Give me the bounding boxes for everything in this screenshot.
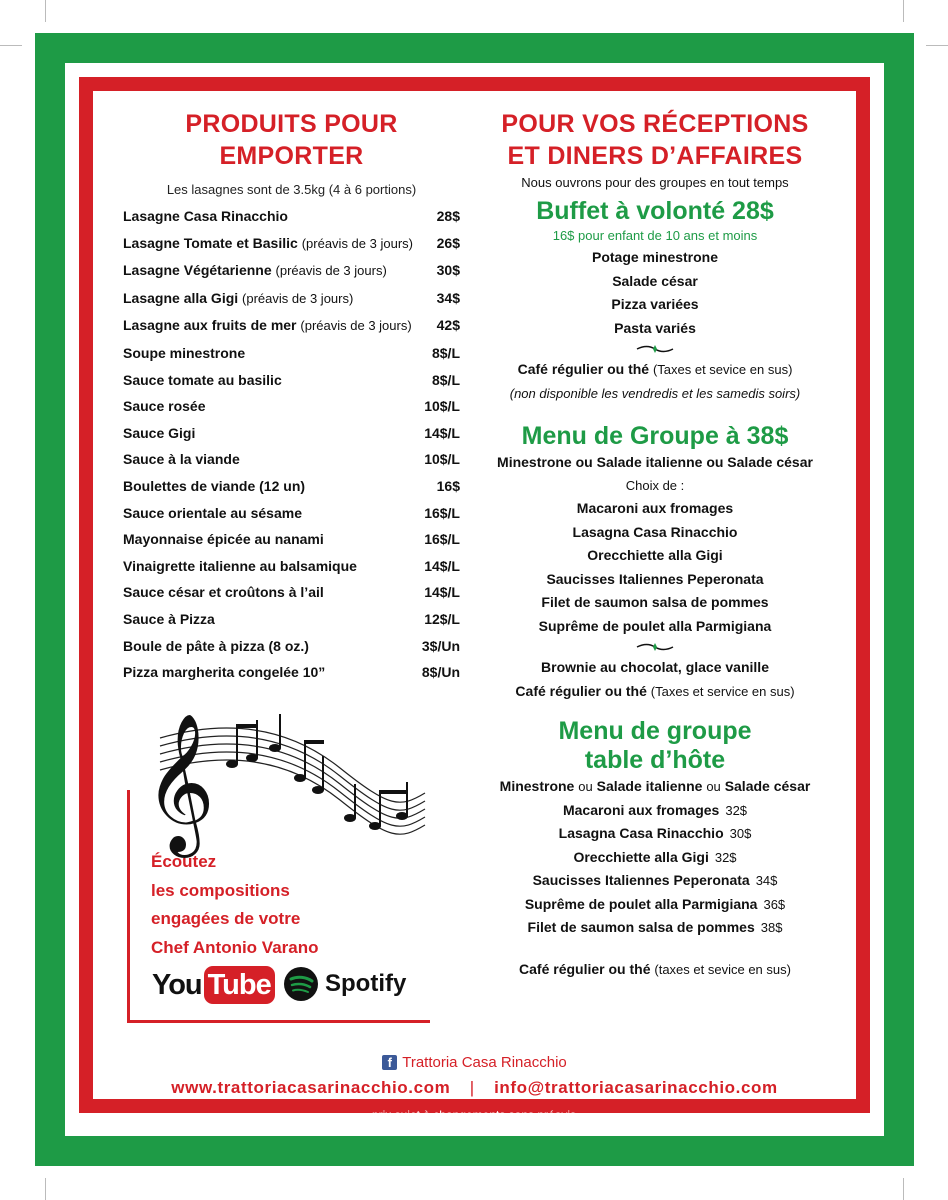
item-name: Lasagne aux fruits de mer (préavis de 3 jours) <box>123 317 412 334</box>
item-price: 16$/L <box>424 531 460 548</box>
item-name: Sauce Gigi <box>123 424 196 441</box>
item-price: 8$/Un <box>421 664 460 681</box>
crop-mark <box>0 45 22 46</box>
group-menu-item: Lasagna Casa Rinacchio <box>572 523 738 540</box>
takeout-item <box>123 257 460 285</box>
item-name: Lasagne alla Gigi (préavis de 3 jours) <box>123 289 354 306</box>
item-price: 12$/L <box>424 610 460 627</box>
receptions-title: POUR VOS RÉCEPTIONS ET DINERS D’AFFAIRES <box>501 110 809 170</box>
table-hote-item: Orecchiette alla Gigi 32$ <box>573 848 737 865</box>
item-price: 8$/L <box>431 371 460 388</box>
takeout-item <box>123 393 460 420</box>
ornament-divider <box>480 638 830 656</box>
takeout-item <box>123 420 460 447</box>
item-name: Sauce à la viande <box>123 451 240 468</box>
takeout-item <box>123 606 460 633</box>
table-hote-starter: Minestrone ou Salade italienne ou Salade césar <box>499 778 811 794</box>
item-price: 8$/L <box>431 344 460 361</box>
item-name: Lasagne Casa Rinacchio <box>123 208 288 224</box>
item-price: 30$ <box>436 262 460 279</box>
item-price: 28$ <box>436 208 460 224</box>
buffet-title: Buffet à volonté 28$ <box>536 197 774 225</box>
item-name: Lasagne Végétarienne (préavis de 3 jours) <box>123 262 387 279</box>
crop-mark <box>45 1178 46 1200</box>
takeout-item <box>123 473 460 500</box>
item-name: Boule de pâte à pizza (8 oz.) <box>123 637 309 654</box>
contact-line <box>93 1078 856 1098</box>
group-menu-item: Macaroni aux fromages <box>576 500 734 516</box>
price-disclaimer: prix sujet à changements sans préavis <box>371 1108 577 1122</box>
svg-text:𝄞: 𝄞 <box>144 713 215 852</box>
item-price: 14$/L <box>424 424 460 441</box>
group-menu-title: Menu de Groupe à 38$ <box>521 421 789 450</box>
item-name: Sauce tomate au basilic <box>123 371 282 388</box>
spotify-logo[interactable] <box>283 966 406 1002</box>
group-menu-item: Suprême de poulet alla Parmigiana <box>538 617 772 634</box>
item-name: Boulettes de viande (12 un) <box>123 477 306 494</box>
item-price: 10$/L <box>424 451 460 468</box>
buffet-item: Pizza variées <box>611 296 699 312</box>
item-name: Vinaigrette italienne au balsamique <box>123 557 357 574</box>
item-name: Sauce césar et croûtons à l’ail <box>123 584 324 601</box>
item-name: Sauce orientale au sésame <box>123 504 302 521</box>
takeout-item <box>123 203 460 230</box>
item-name: Soupe minestrone <box>123 344 246 361</box>
takeout-item <box>123 633 460 660</box>
item-name: Sauce à Pizza <box>123 610 215 627</box>
item-price: 26$ <box>436 234 460 251</box>
takeout-item <box>123 500 460 527</box>
group-menu-dessert: Brownie au chocolat, glace vanille <box>541 659 769 675</box>
item-notice: (préavis de 3 jours) <box>300 318 412 334</box>
item-notice: (préavis de 3 jours) <box>242 290 354 306</box>
youtube-tube: Tube <box>204 966 275 1004</box>
takeout-item <box>123 553 460 580</box>
item-price: 3$/Un <box>421 637 460 654</box>
chef-compositions-promo: Écoutez les compositions engagées de votre Chef Antonio Varano <box>151 852 319 957</box>
email-link[interactable]: info@trattoriacasarinacchio.com <box>494 1078 778 1097</box>
table-hote-title: Menu de groupe table d’hôte <box>558 717 752 774</box>
table-hote-price: 38$ <box>760 920 783 935</box>
crop-mark <box>45 0 46 22</box>
takeout-item <box>123 285 460 313</box>
item-name: Mayonnaise épicée au nanami <box>123 531 324 548</box>
takeout-item <box>123 230 460 258</box>
facebook-link[interactable] <box>93 1054 856 1071</box>
buffet-items <box>480 246 830 340</box>
item-price: 14$/L <box>424 557 460 574</box>
item-price: 16$/L <box>424 504 460 521</box>
crop-mark <box>903 1178 904 1200</box>
group-menu-choice-label: Choix de : <box>625 478 685 493</box>
buffet-coffee: Café régulier ou thé (Taxes et sevice en sus) <box>517 361 793 377</box>
item-price: 42$ <box>436 317 460 334</box>
item-notice: (préavis de 3 jours) <box>275 263 387 279</box>
takeout-item <box>123 579 460 606</box>
receptions-section <box>480 108 830 981</box>
group-menu-item: Saucisses Italiennes Peperonata <box>546 570 764 587</box>
buffet-item: Salade césar <box>612 272 698 289</box>
buffet-child-price: 16$ pour enfant de 10 ans et moins <box>552 228 758 243</box>
table-hote-item: Lasagna Casa Rinacchio 30$ <box>558 825 752 841</box>
takeout-item <box>123 526 460 553</box>
crop-mark <box>926 45 948 46</box>
ornament-divider <box>480 340 830 358</box>
group-menu-items <box>480 497 830 638</box>
youtube-logo[interactable] <box>152 966 275 1004</box>
item-price: 34$ <box>436 289 460 306</box>
youtube-you: You <box>152 968 202 1001</box>
lasagna-size-note: Les lasagnes sont de 3.5kg (4 à 6 portions) <box>166 182 417 197</box>
takeout-item <box>123 312 460 340</box>
table-hote-items <box>480 799 830 940</box>
takeout-item <box>123 367 460 394</box>
table-hote-price: 32$ <box>714 849 737 865</box>
item-name: Lasagne Tomate et Basilic (préavis de 3 jours) <box>123 234 413 251</box>
separator: | <box>469 1078 475 1097</box>
table-hote-price: 32$ <box>725 802 748 818</box>
group-menu-item: Filet de saumon salsa de pommes <box>541 594 769 610</box>
website-link[interactable]: www.trattoriacasarinacchio.com <box>171 1078 451 1097</box>
facebook-icon: f <box>382 1055 397 1070</box>
takeout-item <box>123 340 460 367</box>
item-name: Sauce rosée <box>123 398 206 415</box>
table-hote-item: Saucisses Italiennes Peperonata 34$ <box>532 872 778 888</box>
group-menu-item: Orecchiette alla Gigi <box>587 547 723 563</box>
buffet-item: Pasta variés <box>614 319 696 336</box>
takeout-item <box>123 446 460 473</box>
table-hote-item: Suprême de poulet alla Parmigiana 36$ <box>524 895 786 912</box>
takeout-item <box>123 659 460 686</box>
spotify-wordmark: Spotify <box>325 970 407 997</box>
table-hote-item: Macaroni aux fromages 32$ <box>562 801 748 818</box>
item-price: 16$ <box>436 477 460 494</box>
item-name: Pizza margherita congelée 10” <box>123 664 326 681</box>
table-hote-item: Filet de saumon salsa de pommes 38$ <box>527 919 783 935</box>
table-hote-price: 36$ <box>763 896 786 912</box>
buffet-availability: (non disponible les vendredis et les samedis soirs) <box>509 385 801 401</box>
takeout-price-list <box>123 203 460 686</box>
item-price: 10$/L <box>424 398 460 415</box>
takeout-section <box>123 108 460 686</box>
table-hote-price: 34$ <box>755 873 778 888</box>
takeout-title: PRODUITS POUR EMPORTER <box>185 110 398 170</box>
table-hote-price: 30$ <box>729 826 752 841</box>
group-menu-starter: Minestrone ou Salade italienne ou Salade césar <box>497 453 813 470</box>
buffet-item: Potage minestrone <box>591 249 719 265</box>
spotify-icon <box>283 966 319 1002</box>
item-price: 14$/L <box>424 584 460 601</box>
receptions-subtitle: Nous ouvrons pour des groupes en tout temps <box>521 175 789 190</box>
table-hote-coffee: Café régulier ou thé (taxes et sevice en sus) <box>519 960 791 977</box>
facebook-page-name: Trattoria Casa Rinacchio <box>402 1054 567 1071</box>
group-menu-coffee: Café régulier ou thé (Taxes et service en sus) <box>515 682 795 699</box>
item-notice: (préavis de 3 jours) <box>301 235 413 251</box>
crop-mark <box>903 0 904 22</box>
